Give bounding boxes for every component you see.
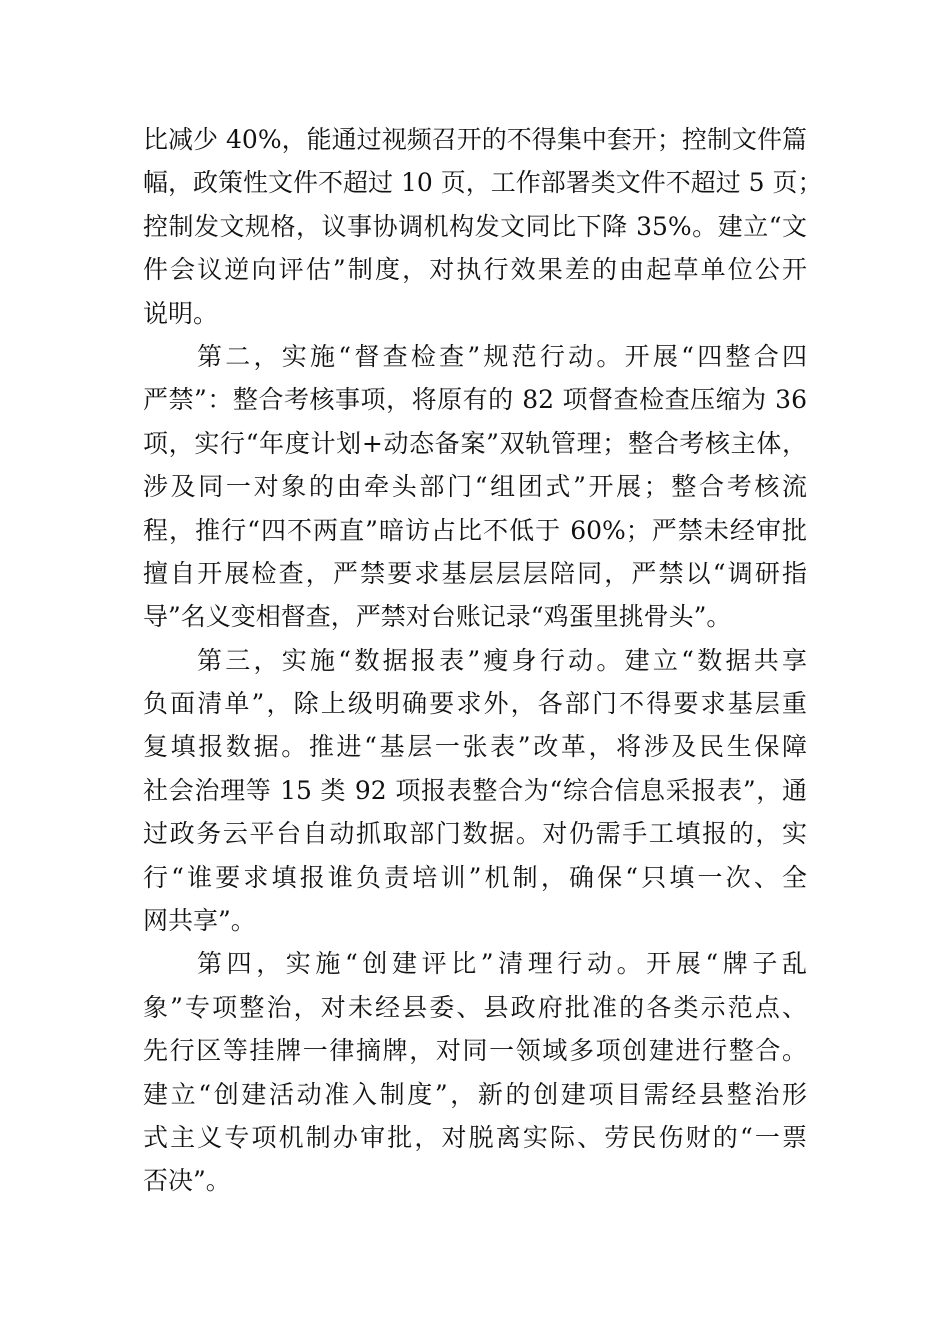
text-line: 社会治理等 15 类 92 项报表整合为“综合信息采报表”，通 [143,775,807,805]
text-line: 件会议逆向评估”制度，对执行效果差的由起草单位公开 [143,255,807,285]
text-line: 第三，实施“数据报表”瘦身行动。建立“数据共享 [197,645,807,675]
paragraph [143,335,807,639]
text-line: 行“谁要求填报谁负责培训”机制，确保“只填一次、全 [143,862,807,892]
text-line: 控制发文规格，议事协调机构发文同比下降 35%。建立“文 [143,211,807,241]
text-line: 第四，实施“创建评比”清理行动。开展“牌子乱 [197,949,807,979]
text-line: 建立“创建活动准入制度”，新的创建项目需经县整治形 [143,1079,807,1109]
text-line: 负面清单”，除上级明确要求外，各部门不得要求基层重 [143,689,807,719]
text-line: 否决”。 [143,1166,231,1196]
text-line: 象”专项整治，对未经县委、县政府批准的各类示范点、 [143,992,807,1022]
text-line: 复填报数据。推进“基层一张表”改革，将涉及民生保障 [143,732,807,762]
paragraph [143,118,823,335]
text-line: 先行区等挂牌一律摘牌，对同一领域多项创建进行整合。 [143,1036,807,1066]
text-line: 式主义专项机制办审批，对脱离实际、劳民伤财的“一票 [143,1122,807,1152]
paragraph [143,639,807,943]
paragraph [143,942,807,1202]
text-line: 过政务云平台自动抓取部门数据。对仍需手工填报的，实 [143,819,807,849]
text-line: 比减少 40%，能通过视频召开的不得集中套开；控制文件篇 [143,125,807,154]
text-line: 程，推行“四不两直”暗访占比不低于 60%；严禁未经审批 [143,515,807,545]
text-line: 擅自开展检查，严禁要求基层层层陪同，严禁以“调研指 [143,558,807,588]
text-line: 严禁”：整合考核事项，将原有的 82 项督查检查压缩为 36 [143,385,807,415]
text-line: 第二，实施“督查检查”规范行动。开展“四整合四 [197,341,807,371]
text-line: 导”名义变相督查，严禁对台账记录“鸡蛋里挑骨头”。 [143,602,732,632]
text-line: 说明。 [143,298,219,328]
text-line: 网共享”。 [143,906,256,936]
document-body [143,118,823,1203]
text-line: 项，实行“年度计划+动态备案”双轨管理；整合考核主体， [143,428,807,458]
text-line: 涉及同一对象的由牵头部门“组团式”开展；整合考核流 [143,472,807,502]
text-line: 幅，政策性文件不超过 10 页，工作部署类文件不超过 5 页； [143,168,823,198]
